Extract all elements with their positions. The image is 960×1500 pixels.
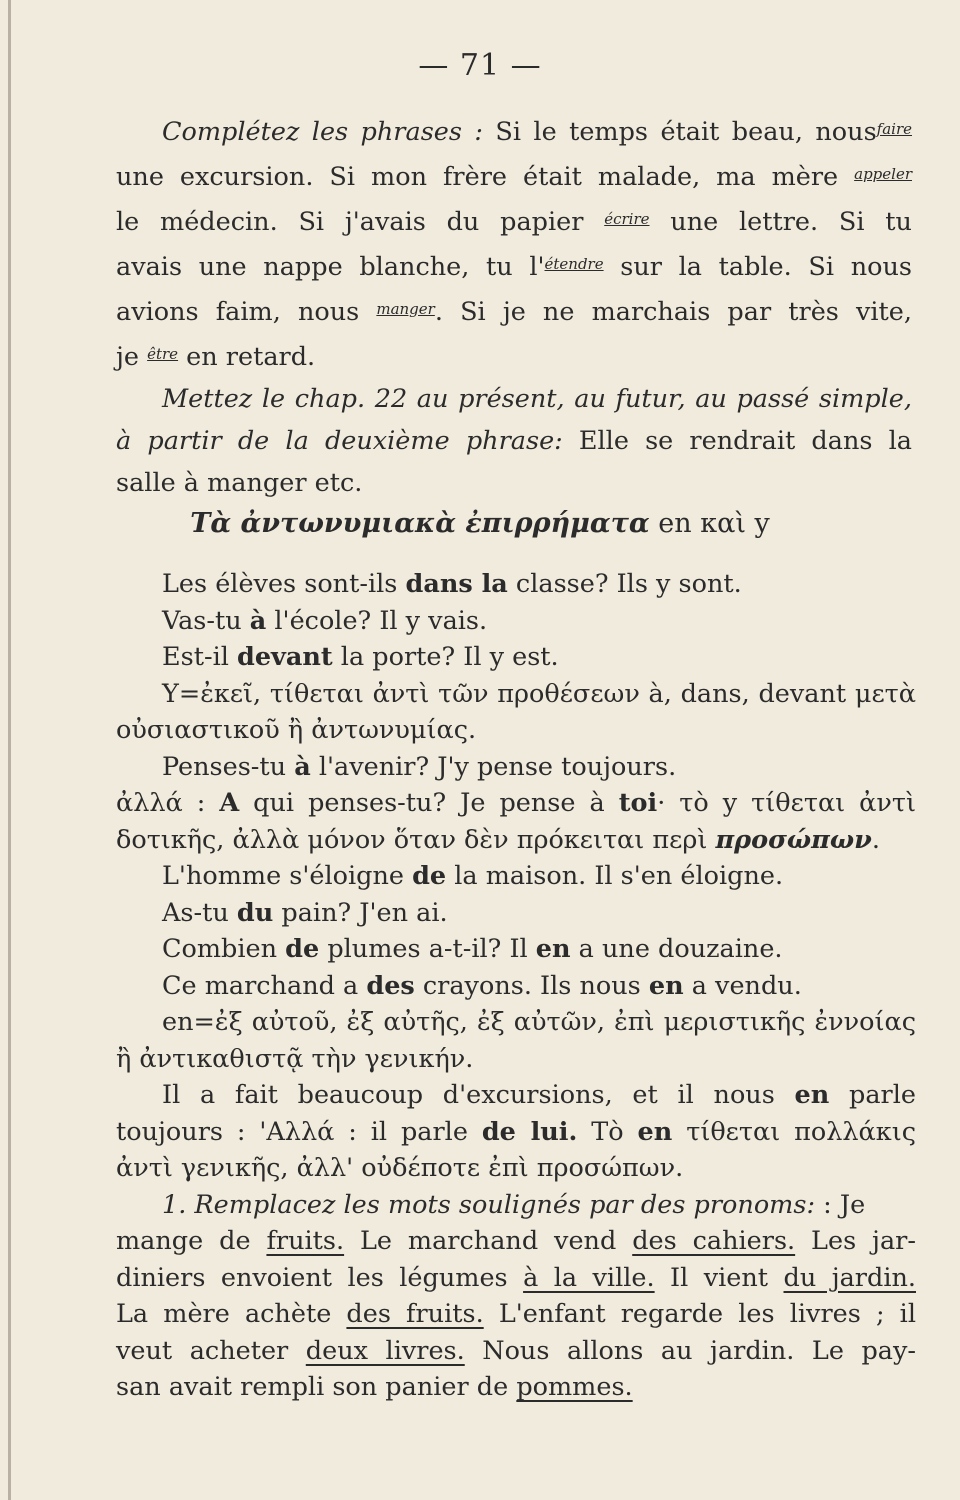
text-line [116,676,916,713]
text-line [116,1004,916,1041]
section-heading-rest: en καὶ y [649,508,770,539]
text-run: du [236,897,274,928]
text-run: de lui. [481,1116,578,1147]
text-run: l'école? Il y vais. [266,605,488,636]
text-run: . [871,824,880,855]
text-run: plumes a-t-il? Il [319,934,536,964]
verb-hint: étendre [544,255,604,273]
text-line [116,566,916,603]
text-run: Nous allons au jardin. Le pay- [464,1335,917,1366]
text-run: δοτικῆς, ἀλλὰ μόνον ὅταν δὲν πρόκειται περὶ [116,824,716,855]
text-run: As-tu [162,897,237,928]
text-run: Elle se rendrait dans la [562,426,912,456]
text-run: Complétez les phrases : [162,117,483,147]
text-run: A [219,788,240,818]
text-run: Ce marchand a [162,970,367,1001]
text-run: τίθεται πολλάκις [672,1116,916,1147]
text-run: Le marchand vend [344,1226,633,1256]
text-run: diniers envoient les légumes [116,1262,524,1293]
verb-hint: manger [376,300,435,318]
section-heading [0,508,960,539]
underlined-word: à la ville. [523,1262,655,1293]
verb-hint: écrire [604,210,650,228]
text-line [116,603,916,640]
text-run: L'homme s'éloigne [162,861,413,891]
text-run: προσώπων [715,824,872,855]
text-run: Il vient [654,1262,784,1293]
text-run: ἀντὶ γενικῆς, ἀλλ' οὐδέποτε ἐπὶ προσώπων. [116,1153,684,1183]
text-line [116,1114,916,1151]
text-run: οὐσιαστικοῦ ἢ ἀντωνυμίας. [116,715,477,745]
underlined-word: deux livres. [305,1335,465,1366]
text-line [116,1077,916,1114]
text-line [116,1333,916,1370]
text-run: en [794,1080,830,1110]
exercise-paragraph [116,108,912,504]
text-run: Il a fait beaucoup d'excursions, et il nous [162,1080,795,1110]
text-run: toi [618,788,658,818]
text-line [116,785,916,822]
text-run: une lettre. Si tu [649,207,912,237]
page-number: — 71 — [418,48,542,83]
text-line [116,639,916,676]
text-run: avais une nappe blanche, tu l' [116,252,545,282]
text-run: : Je [815,1189,866,1220]
text-run: toujours : 'Αλλά : il parle [116,1116,482,1147]
text-run: à [249,605,267,636]
text-run: de [412,861,447,891]
examples-section [116,566,916,1406]
text-run: Si le temps était beau, nous [482,117,877,147]
text-line [116,288,912,333]
text-run: classe? Ils y sont. [507,569,742,599]
verb-hint: faire [876,120,912,138]
text-line [116,333,912,378]
text-line [116,895,916,932]
text-run: des [366,970,415,1001]
text-line [116,1296,916,1333]
text-line [116,1369,916,1406]
page-edge [8,0,11,1500]
text-run: a vendu. [683,970,802,1001]
text-run: La mère achète [116,1299,347,1329]
text-run: en [637,1116,673,1147]
underlined-word: des fruits. [346,1299,484,1329]
text-run: Les jar- [795,1226,916,1256]
underlined-word: fruits. [266,1226,345,1256]
text-run: veut acheter [116,1335,306,1366]
text-line [116,378,912,420]
text-run: ἢ ἀντικαθιστᾷ τὴν γενικήν. [116,1043,474,1074]
text-line [116,108,912,153]
text-run: . Si je ne marchais par très vite, [434,297,912,327]
text-line [116,420,912,462]
text-run: Penses-tu [162,751,295,782]
text-line [116,462,912,504]
underlined-word: pommes. [516,1372,633,1402]
text-run: ἀλλά : [116,788,220,818]
text-line [116,712,916,749]
text-line [116,1223,916,1260]
text-run: san avait rempli son panier de [116,1372,517,1402]
text-line [116,153,912,198]
text-run: Τὸ [577,1116,638,1147]
text-run: en retard. [178,342,316,372]
text-line [116,968,916,1005]
text-run: Y=ἐκεῖ, τίθεται ἀντὶ τῶν προθέσεων à, dans, devant μετὰ [162,678,916,709]
verb-hint: appeler [854,165,912,183]
text-run: mange de [116,1226,267,1256]
text-run: Vas-tu [162,605,250,636]
underlined-word: du jardin. [783,1262,916,1293]
text-run: salle à manger etc. [116,468,363,498]
text-run: 1. Remplacez les mots soulignés par des pronoms: [162,1189,816,1220]
text-run: Mettez le chap. 22 au présent, au futur, au passé simple, [162,384,912,414]
text-run: la maison. Il s'en éloigne. [446,861,784,891]
text-line [116,749,916,786]
text-run: à [294,751,311,782]
text-run: la porte? Il y est. [332,642,559,672]
text-run: l'avenir? J'y pense toujours. [310,751,677,782]
text-line [116,243,912,288]
text-run: qui penses-tu? Je pense à [239,788,619,818]
text-run: L'enfant regarde les livres ; il [483,1299,916,1329]
text-line [116,1041,916,1078]
text-run: en=ἐξ αὐτοῦ, ἐξ αὐτῆς, ἐξ αὐτῶν, ἐπὶ μεριστικῆς ἐννοίας [162,1007,916,1037]
text-run: une excursion. Si mon frère était malade, ma mère [116,162,855,192]
text-run: de [285,934,320,964]
text-run: sur la table. Si nous [603,252,912,282]
text-run: à partir de la deuxième phrase: [116,426,563,456]
text-run: je [116,342,148,372]
text-line [116,931,916,968]
text-line [116,858,916,895]
text-line [116,822,916,859]
text-run: pain? J'en ai. [273,897,448,928]
text-run: en [648,970,684,1001]
text-run: Est-il [162,642,237,672]
text-run: · τὸ y τίθεται ἀντὶ [657,788,916,818]
section-heading-greek: Τὰ ἀντωνυμιακὰ ἐπιρρήματα [190,508,650,539]
text-line [116,1260,916,1297]
text-run: devant [236,642,333,672]
text-run: a une douzaine. [570,934,783,964]
text-run: Combien [162,934,286,964]
text-run: crayons. Ils nous [414,970,649,1001]
text-line [116,1187,916,1224]
text-run: avions faim, nous [116,297,377,327]
text-line [116,198,912,243]
text-run: dans la [405,569,508,599]
text-run: Les élèves sont-ils [162,569,406,599]
verb-hint: être [147,345,179,363]
text-run: le médecin. Si j'avais du papier [116,207,605,237]
text-run: en [535,934,571,964]
underlined-word: des cahiers. [632,1226,796,1256]
text-line [116,1150,916,1187]
text-run: parle [829,1080,916,1110]
